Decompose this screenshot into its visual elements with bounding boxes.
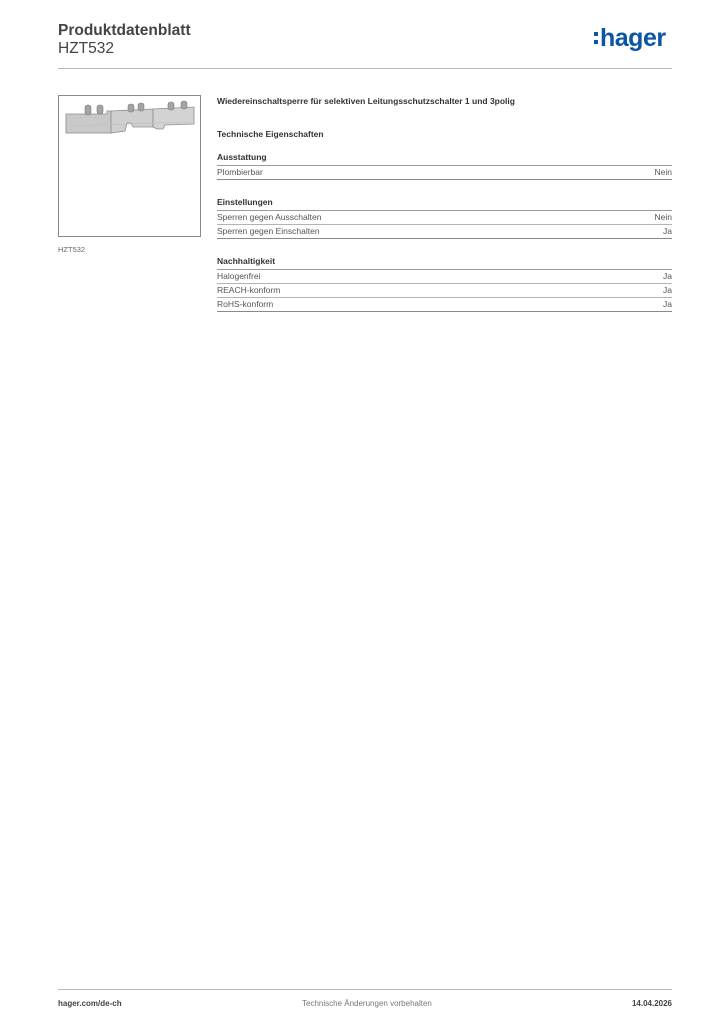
product-title: Wiedereinschaltsperre für selektiven Leitungsschutzschalter 1 und 3polig [217,96,515,106]
hager-logo [594,26,666,51]
product-code: HZT532 [58,40,114,57]
footer-date: 14.04.2026 [631,999,672,1008]
spec-content [217,96,672,312]
spec-label: RoHS-konform [217,299,274,309]
spec-row [217,284,672,298]
spec-value: Nein [654,167,672,177]
tech-properties-heading: Technische Eigenschaften [217,129,324,139]
spec-row [217,211,672,225]
spec-value: Nein [654,212,672,222]
footer-website-link[interactable]: hager.com/de-ch [58,999,122,1008]
spec-label: REACH-konform [217,285,281,295]
spec-row [217,298,672,312]
spec-label: Sperren gegen Einschalten [217,226,320,236]
spec-value: Ja [663,299,672,309]
section-title-einstellungen: Einstellungen [217,197,672,211]
page-title: Produktdatenblatt [58,22,191,39]
spec-row [217,225,672,239]
image-caption: HZT532 [58,245,86,254]
footer-notice: Technische Änderungen vorbehalten [302,999,432,1008]
logo-colon-icon [594,32,598,48]
spec-value: Ja [663,226,672,236]
footer-divider [58,989,672,990]
spec-label: Halogenfrei [217,271,261,281]
spec-label: Plombierbar [217,167,263,177]
spec-value: Ja [663,271,672,281]
product-photo-icon [59,96,200,236]
spec-value: Ja [663,285,672,295]
logo-text: hager [600,24,666,52]
spec-row [217,166,672,180]
section-title-ausstattung: Ausstattung [217,152,672,166]
section-title-nachhaltigkeit: Nachhaltigkeit [217,256,672,270]
product-image-frame [58,95,201,237]
header-divider [58,68,672,69]
spec-row [217,270,672,284]
spec-label: Sperren gegen Ausschalten [217,212,322,222]
